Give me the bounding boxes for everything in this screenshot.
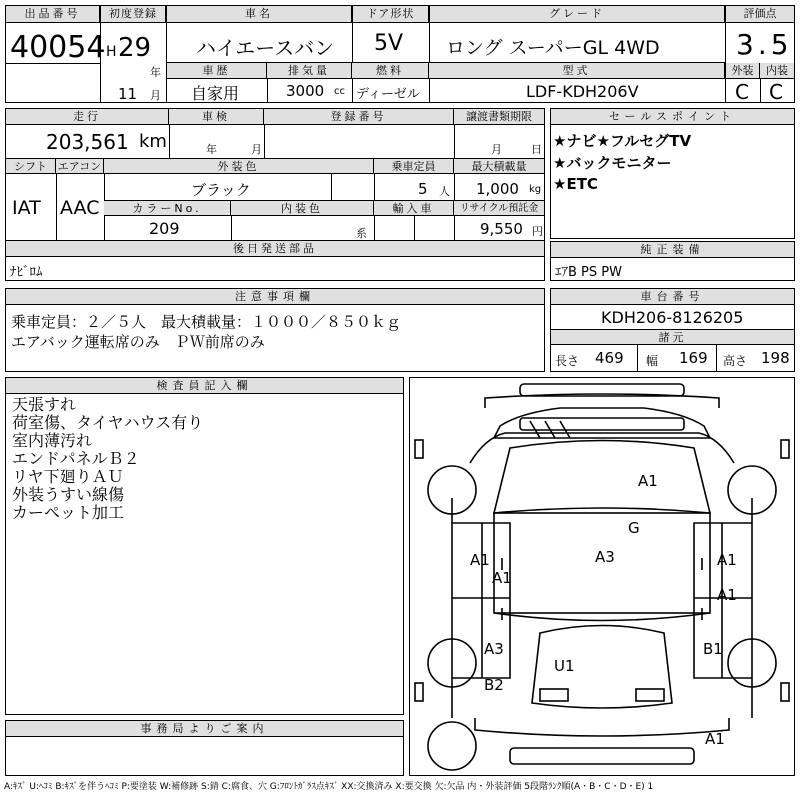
notes-line: 乗車定員：２／５人 最大積載量：１０００／８５０ｋｇ xyxy=(11,313,402,331)
reg-month: 11 xyxy=(118,85,138,103)
sales-point-box xyxy=(550,108,795,239)
inspector-note: 荷室傷、タイヤハウス有り xyxy=(12,413,204,432)
int-color-label: 内装色 xyxy=(231,201,374,216)
len-value: 469 xyxy=(595,349,624,367)
int-value: C xyxy=(769,80,783,104)
fuel-label: 燃料 xyxy=(352,63,429,79)
notes-box xyxy=(5,288,545,372)
sales-label: セールスポイント xyxy=(551,109,794,125)
int-label: 内装 xyxy=(760,63,794,79)
door-label: ドア形状 xyxy=(353,6,429,23)
fuel-value: ディーゼル xyxy=(356,87,420,102)
displacement-label: 排気量 xyxy=(267,63,352,79)
damage-mark: A1 xyxy=(492,569,512,587)
history-value: 自家用 xyxy=(191,84,240,103)
len-label: 長さ xyxy=(555,354,580,368)
damage-mark: U1 xyxy=(554,657,575,675)
equipment-box xyxy=(550,241,795,281)
model-label: 型式 xyxy=(429,63,725,79)
transfer-month: 月 xyxy=(491,143,502,156)
name-value: ハイエースバン xyxy=(196,36,335,60)
notes-label: 注意事項欄 xyxy=(6,289,544,305)
capacity-label: 乗車定員 xyxy=(374,159,454,174)
reg-month-unit: 月 xyxy=(150,89,161,102)
damage-mark: A1 xyxy=(717,586,737,604)
damage-mark: A3 xyxy=(595,548,615,566)
damage-mark: A1 xyxy=(470,551,490,569)
inspector-note: カーペット加工 xyxy=(12,503,125,522)
notes-line: エアバック運転席のみ ＰＷ前席のみ xyxy=(11,333,265,351)
inspector-note: 天張すれ xyxy=(12,395,77,414)
history-label: 車歴 xyxy=(167,63,267,79)
displacement-unit: cc xyxy=(334,86,345,97)
header-box xyxy=(5,5,795,103)
model-value: LDF-KDH206V xyxy=(526,82,639,101)
lot-label: 出品番号 xyxy=(6,6,100,23)
int-color-unit: 系 xyxy=(356,227,367,240)
ext-label: 外装 xyxy=(726,63,760,79)
capacity-value: 5 xyxy=(418,180,428,198)
sales-item: ★バックモニター xyxy=(553,154,672,172)
inspection-year: 年 xyxy=(206,143,217,156)
dims-label: 諸元 xyxy=(551,330,794,345)
inspector-label: 検査員記入欄 xyxy=(6,378,403,394)
displacement-value: 3000 xyxy=(286,82,325,100)
load-value: 1,000 xyxy=(476,180,519,198)
ac-label: エアコン xyxy=(56,159,104,174)
import-label: 輸入車 xyxy=(374,201,454,216)
color-label: 外装色 xyxy=(104,159,374,174)
transfer-day: 日 xyxy=(531,143,542,156)
inspector-note: リヤ下廻りＡＵ xyxy=(12,467,124,486)
wid-value: 169 xyxy=(679,349,708,367)
parts-value: ﾅﾋﾞﾛﾑ xyxy=(10,265,43,280)
shift-value: IAT xyxy=(12,197,41,219)
inspection-month: 月 xyxy=(251,143,262,156)
score-value: 3.5 xyxy=(736,28,793,61)
name-label: 車名 xyxy=(167,6,352,23)
load-unit: kg xyxy=(529,184,542,195)
sales-item: ★ナビ★フルセグTV xyxy=(553,132,692,150)
mileage-label: 走行 xyxy=(6,109,169,125)
grade-value: ロング スーパーGL 4WD xyxy=(446,37,660,59)
color-value: ブラック xyxy=(191,181,251,199)
damage-mark: B1 xyxy=(703,640,723,658)
lot-number: 40054 xyxy=(10,30,106,65)
inspector-note: 室内薄汚れ xyxy=(12,431,93,450)
capacity-unit: 人 xyxy=(439,185,450,198)
plate-label: 登録番号 xyxy=(264,109,454,125)
office-label: 事務局よりご案内 xyxy=(6,721,403,737)
chassis-label: 車台番号 xyxy=(551,289,794,305)
equipment-label: 純正装備 xyxy=(551,242,794,258)
hgt-label: 高さ xyxy=(723,354,748,368)
car-diagram-box xyxy=(409,377,795,776)
ac-value: AAC xyxy=(60,197,100,219)
reg-year: 29 xyxy=(118,33,152,63)
color-no-label: カラーNo. xyxy=(104,201,231,216)
hgt-value: 198 xyxy=(761,349,790,367)
reg-era: H xyxy=(106,44,117,60)
door-value: 5V xyxy=(374,31,404,56)
recycle-value: 9,550 xyxy=(480,220,523,238)
chassis-number: KDH206-8126205 xyxy=(601,308,744,327)
chassis-box xyxy=(550,288,795,372)
legend-footer: A:ｷｽﾞ U:ﾍｺﾐ B:ｷｽﾞを伴うﾍｺﾐ P:要塗装 W:補修跡 S:錆 C:腐食、穴 G:ﾌﾛﾝﾄｶﾞﾗｽ点ｷｽﾞ XX:交換済み X:要交換 欠:欠品 内・外装評価 5段階ﾗﾝｸ順(A・B・C・D・E) 1 xyxy=(4,782,654,792)
sales-item: ★ETC xyxy=(553,175,598,193)
damage-mark: A1 xyxy=(705,730,725,748)
damage-mark: A3 xyxy=(484,640,504,658)
mileage-value: 203,561 xyxy=(46,130,129,154)
reg-label: 初度登録 xyxy=(101,6,166,23)
damage-mark: G xyxy=(628,519,640,537)
color-no-value: 209 xyxy=(149,219,180,238)
parts-label: 後日発送部品 xyxy=(6,241,544,257)
load-label: 最大積載量 xyxy=(454,159,544,174)
recycle-unit: 円 xyxy=(532,225,543,238)
equipment-value: ｴｱB PS PW xyxy=(555,265,622,280)
office-box xyxy=(5,720,404,776)
inspection-label: 車検 xyxy=(169,109,264,125)
score-label: 評価点 xyxy=(726,6,794,23)
inspector-note: 外装うすい線傷 xyxy=(12,485,125,504)
mileage-unit: km xyxy=(139,131,167,152)
inspector-box xyxy=(5,377,404,715)
reg-year-unit: 年 xyxy=(150,66,161,79)
inspector-note: エンドパネルＢ２ xyxy=(12,449,140,468)
transfer-label: 譲渡書類期限 xyxy=(454,109,544,125)
recycle-label: リサイクル預託金 xyxy=(454,201,544,216)
ext-value: C xyxy=(735,80,749,104)
grade-label: グレード xyxy=(430,6,725,23)
damage-mark: A1 xyxy=(717,551,737,569)
shift-label: シフト xyxy=(6,159,56,174)
damage-mark: A1 xyxy=(638,472,658,490)
wid-label: 幅 xyxy=(646,354,659,368)
details-box xyxy=(5,108,545,281)
damage-mark: B2 xyxy=(484,676,504,694)
car-diagram xyxy=(410,378,794,775)
